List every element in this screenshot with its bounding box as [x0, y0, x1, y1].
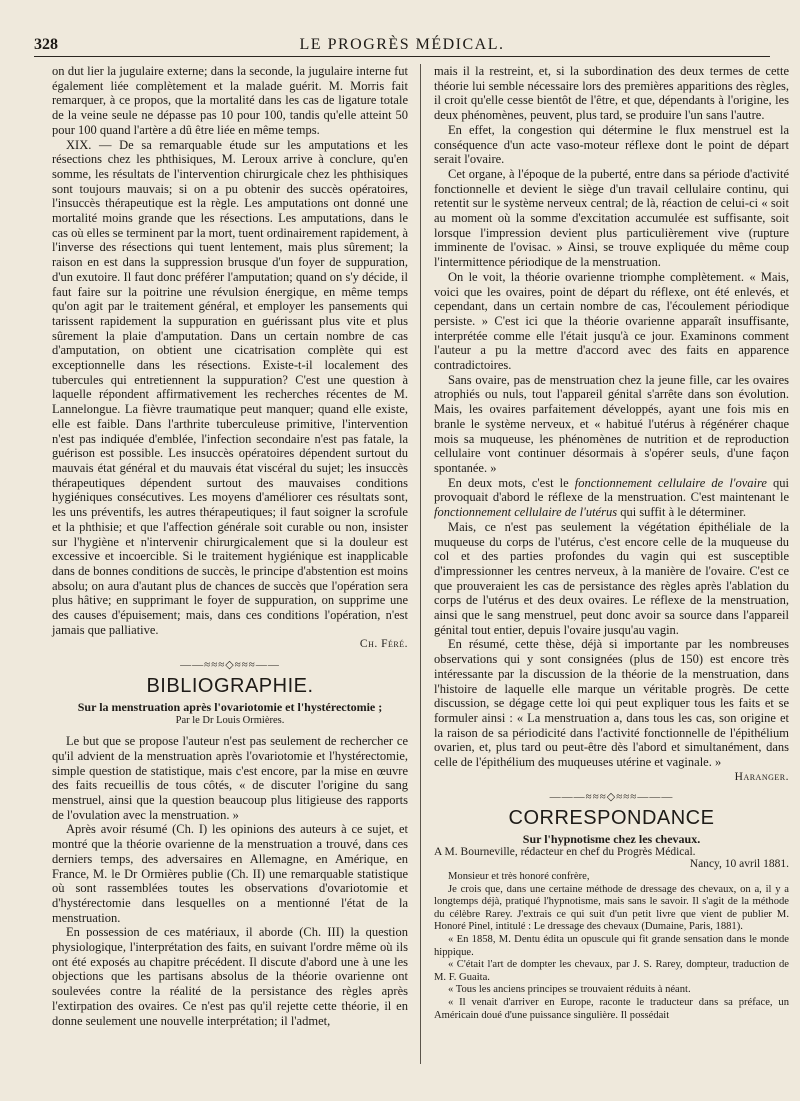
text-run: En deux mots, c'est le [448, 475, 575, 490]
paragraph: Le but que se propose l'auteur n'est pas seulement de rechercher ce qu'il advient de la menstruation après l'ovariotomie et l'hystérectomie, simple question de statistique, mais c'est encore, par la mise en œuvre des faits recueillis de tous côtés, « de discuter l'origine du sang menstruel, ainsi que la question beaucoup plus litigieuse des rapports de l'ovulation avec la menstruation. » [52, 734, 408, 822]
paragraph: « C'était l'art de dompter les chevaux, par J. S. Rarey, dompteur, traduction de M. F. Guaita. [434, 959, 789, 983]
text-run: qui suffit à le déterminer. [617, 505, 746, 520]
section-heading-bibliographie: BIBLIOGRAPHIE. [146, 674, 314, 697]
letter-title: Sur l'hypnotisme chez les chevaux. [522, 831, 701, 846]
emphasis: fonctionnement cellulaire de l'utérus [434, 505, 618, 520]
text-run: qui provoquait d'abord le réflexe de la menstruation. C'est maintenant le [434, 475, 789, 505]
column-divider [420, 64, 421, 1064]
right-column [434, 64, 789, 1022]
paragraph: « Tous les anciens principes se trouvaient réduits à néant. [448, 984, 691, 996]
section-ornament: ——≈≈≈◇≈≈≈—— [180, 659, 280, 672]
paragraph: Mais, ce n'est pas seulement la végétation épithéliale de la muqueuse du corps de l'utérus, c'est encore celle de la muqueuse du col et des parties profondes du vagin qui est susceptible d'impressionner les centres nerveux, à la manière de l'ovaire. C'est ce que prouveraient les cas de persistance des règles après l'ablation du corps de l'utérus et des deux ovaires. Le réflexe de la menstruation, ainsi que le sang menstruel, peut donc avoir sa source dans l'appareil génital tout entier, depuis l'ovaire jusqu'au vagin. [434, 519, 789, 637]
letter-body [434, 846, 789, 1022]
paragraph: Sans ovaire, pas de menstruation chez la jeune fille, car les ovaires atrophiés ou nuls, tout l'appareil génital s'arrête dans son évolution. Mais, les ovaires parfaitement développés, ayant une fois mis en branle le système nerveux, et « habitué l'utérus à régénérer chaque mois sa muqueuse, les phénomènes de nutrition et de reproduction cellulaire vont continuer désormais à s'opérer seuls, d'une façon spontanée. » [434, 372, 789, 475]
paragraph [434, 476, 789, 520]
letter-dateline: Nancy, 10 avril 1881. [689, 858, 789, 871]
paragraph: Après avoir résumé (Ch. I) les opinions des auteurs à ce sujet, et montré que la théorie ovarienne de la menstruation a trouvé, dans ces derniers temps, des adversaires en Allemagne, en Amérique, en France, M. le Dr Ormières publie (Ch. II) une remarquable statistique où sont rassemblées toutes les observations d'ovariotomie et d'hystérectomie dans lesquelles on a mentionné l'état de la menstruation. [52, 822, 408, 925]
paragraph: Je crois que, dans une certaine méthode de dressage des chevaux, on a, il y a longtemps déjà, pratiqué l'hypnotisme, mais sans le savoir. Il s'agit de la méthode du célèbre Rarey. J'extrais ce qui suit d'un petit livre que vient de publier M. Honoré Pinel, intitulé : Le dressage des chevaux (Dumaine, Paris, 1881). [434, 883, 789, 933]
journal-title: LE PROGRÈS MÉDICAL. [299, 36, 505, 53]
page-number: 328 [34, 36, 58, 53]
left-column [52, 64, 408, 1028]
page-header [34, 30, 770, 57]
paragraph: « Il venait d'arriver en Europe, raconte le traducteur dans sa préface, un Américain doué d'une puissance singulière. Il possédait [434, 996, 789, 1021]
section-heading-correspondance: CORRESPONDANCE [508, 807, 715, 830]
paragraph: Cet organe, à l'époque de la puberté, entre dans sa période d'activité fonctionnelle et devient le siège d'un travail cellulaire continu, qui retentit sur le système nerveux central; de là, réaction de celui-ci « soit au moment où la somme d'excitation accumulée est suffisante, soit lorsque l'impression devient plus particulièrement vive (rupture imminente de l'ovisac. » Ainsi, se trouve expliquée du même coup l'intermittence périodique de la menstruation. [434, 166, 789, 270]
paragraph: XIX. — De sa remarquable étude sur les amputations et les résections chez les phthisiques, M. Leroux arrive à conclure, qu'en somme, les résultats de l'intervention chirurgicale chez les phthisiques sont toujours mauvais; si on a pu obtenir des succès opératoires, l'insuccès thérapeutique est la règle. Les amputations ont donné une mortalité moins grande que les résections. Les amputations, dans le cas où elles se terminent par la mort, tuent ordinairement rapidement, à l'inverse des résections qui tuent lentement, mais plus sûrement; la raison en est dans la suppression brusque d'un foyer de suppuration, d'un exutoire. Il faut donc préférer l'amputation; quand on s'y décide, il faut faire sur la poitrine une révulsion énergique, en même temps qu'on agit par le traitement général, et employer les pansements qui tarissent rapidement la suppuration en guérissant plus vite et plus sûrement la plaie d'amputation. Dans un certain nombre de cas d'amputation, on obtient une cicatrisation complète qui est exceptionnelle dans les résections. Existe-t-il localement des tubercules qui entretiennent la suppuration? C'est une question à laquelle répondent affirmativement les recherches récentes de M. Lannelongue. La fièvre traumatique peut manquer; quand elle existe, elle est faible. Dans l'arthrite tuberculeuse primitive, l'intervention n'est pas indiquée d'emblée, l'infection secondaire n'est pas fatale, la guérison est possible. Les insuccès opératoires dépendent surtout du mauvais état général et du mauvais état viscéral du sujet; les insuccès thérapeutiques dépendent surtout des mauvaises conditions hygiéniques consécutives. Les moyens d'améliorer ces résultats sont, les uns préventifs, les autres thérapeutiques; il faut soigner la scrofule et la phthisie; et que l'affection générale soit curable ou non, insister sur l'hygiène et n'intervenir chirurgicalement que si la douleur est excessive et incoercible. Si le traitement hygiénique est inapplicable dans de bonnes conditions de succès, le principe d'abstention est moins absolu; on aura d'autant plus de chances de succès que l'opération sera plus hâtive; en supprimant le foyer de suppuration, on supprime une des causes d'épuisement; mais, dans ces conditions l'opération, n'est jamais que palliative. [52, 137, 408, 637]
letter-salutation: Monsieur et très honoré confrère, [448, 871, 590, 883]
paragraph: On le voit, la théorie ovarienne triomphe complètement. « Mais, voici que les ovaires, point de départ du réflexe, ont été enlevés, et cependant, dans un certain nombre de cas, l'écoulement périodique persiste. » C'est ici que la théorie ovarienne apparaît insuffisante, interprétée comme elle l'était jusqu'à ce jour. Examinons comment l'auteur a pu la mettre d'accord avec des faits en apparence contradictoires. [434, 269, 789, 373]
paragraph: on dut lier la jugulaire externe; dans la seconde, la jugulaire interne fut également liée complètement et la malade guérit. M. Morris fait remarquer, à ce propos, que la mortalité dans les cas de ligature totale de la veine seule ne dépasse pas 10 pour 100, tandis qu'elle atteint 50 pour 100 quand l'artère a dû être liée en même temps. [52, 64, 408, 137]
paragraph: En résumé, cette thèse, déjà si importante par les nombreuses observations qui y sont consignées (plus de 150) est encore très intéressante par la discussion de la théorie de la menstruation, dans l'histoire de laquelle elle marque un véritable progrès. De cette discussion, se dégage cette loi qui peut expliquer tous les faits et se formuler ainsi : « La menstruation a, dans tous les cas, son origine et la raison de sa périodicité dans l'activité fonctionnelle de l'épithélium ovarien, et, plus tard ou peut-être dès l'abord et simultanément, dans celle de l'épithélium des muqueuses utérine et vaginale. » [434, 637, 789, 770]
article-byline: Par le Dr Louis Ormières. [175, 714, 285, 726]
author-signature: Ch. Féré. [359, 638, 408, 651]
paragraph: En possession de ces matériaux, il aborde (Ch. III) la question physiologique, l'interprétation des faits, en suivant l'ordre même où ils ont été exposés au chapitre précédent. Il discute d'abord une à une les objections que les partisans absolus de la théorie ovarienne ont soulevées contre la réalité de la persistance des règles après l'extirpation des ovaires. Ce n'est pas qu'il rejette cette théorie, il en donne seulement une nouvelle interprétation; il l'admet, [52, 925, 408, 1028]
paragraph: « En 1858, M. Dentu édita un opuscule qui fit grande sensation dans le monde hippique. [434, 934, 789, 958]
article-title: Sur la menstruation après l'ovariotomie et l'hystérectomie ; [77, 699, 383, 714]
paragraph: En effet, la congestion qui détermine le flux menstruel est la conséquence d'un acte vaso-moteur réflexe dont le point de départ serait l'ovaire. [434, 122, 789, 167]
letter-address: A M. Bourneville, rédacteur en chef du Progrès Médical. [434, 845, 696, 858]
paragraph: mais il la restreint, et, si la subordination des deux termes de cette théorie lui semble nécessaire lors des premières apparitions des règles, il croit qu'elle cesse bientôt de l'être, et que, dépendants à l'origine, les deux phénomènes, peuvent, plus tard, se produire l'un sans l'autre. [434, 64, 789, 123]
section-ornament: ———≈≈≈◇≈≈≈——— [549, 791, 674, 804]
emphasis: fonctionnement cellulaire de l'ovaire [574, 475, 767, 490]
author-signature: Haranger. [734, 770, 789, 783]
